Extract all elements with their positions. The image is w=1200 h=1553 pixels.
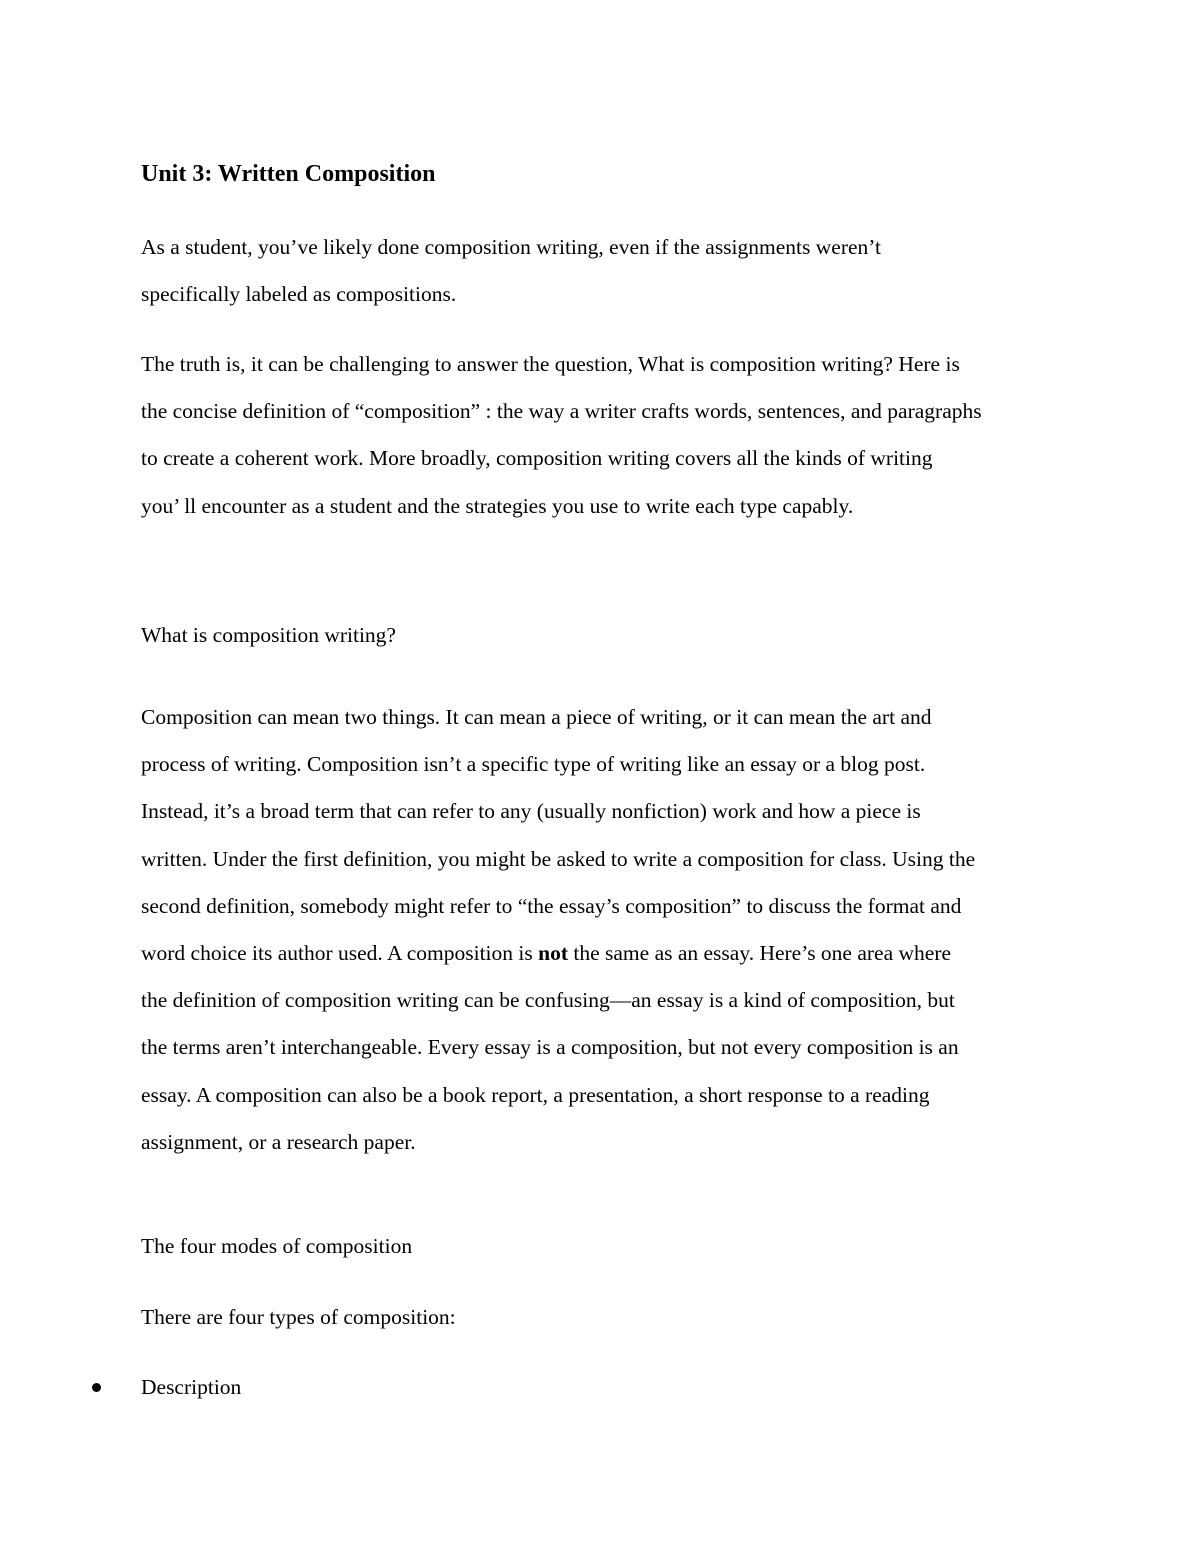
text-line: Instead, it’s a broad term that can refer to any (usually nonfiction) work and how a piece is <box>141 799 921 824</box>
text-line: The truth is, it can be challenging to answer the question, What is composition writing? Here is <box>141 352 960 376</box>
text-line: process of writing. Composition isn’t a specific type of writing like an essay or a blog post. <box>141 752 926 777</box>
section-heading-four-modes: The four modes of composition <box>141 1234 413 1258</box>
text-line-with-bold <box>141 930 1071 977</box>
composition-meaning-paragraph <box>141 694 1071 1166</box>
intro-paragraph <box>141 224 1071 318</box>
document-title: Unit 3: Written Composition <box>141 161 436 187</box>
text-line: the terms aren’t interchangeable. Every essay is a composition, but not every composition is an <box>141 1035 959 1060</box>
text-line: assignment, or a research paper. <box>141 1129 416 1154</box>
text-line: Composition can mean two things. It can mean a piece of writing, or it can mean the art and <box>141 705 932 729</box>
list-item <box>0 1364 241 1411</box>
types-intro: There are four types of composition: <box>141 1305 456 1329</box>
text-line: to create a coherent work. More broadly, composition writing covers all the kinds of writing <box>141 446 933 471</box>
text-line: specifically labeled as compositions. <box>141 282 457 307</box>
composition-types-list <box>0 1364 241 1411</box>
text-segment: word choice its author used. A composition is <box>141 941 539 966</box>
text-line: second definition, somebody might refer to “the essay’s composition” to discuss the format and <box>141 893 962 918</box>
text-line: you’ ll encounter as a student and the strategies you use to write each type capably. <box>141 493 854 518</box>
text-line: written. Under the first definition, you might be asked to write a composition for class. Using the <box>141 846 976 871</box>
text-segment: the same as an essay. Here’s one area where <box>568 941 952 966</box>
text-line: the definition of composition writing can be confusing—an essay is a kind of composition, but <box>141 988 955 1013</box>
section-heading-what-is-composition: What is composition writing? <box>141 623 396 647</box>
list-item-label: Description <box>141 1375 242 1399</box>
text-line: essay. A composition can also be a book report, a presentation, a short response to a reading <box>141 1082 930 1107</box>
bullet-icon <box>92 1383 101 1392</box>
text-line: the concise definition of “composition” : the way a writer crafts words, sentences, and paragraphs <box>141 399 982 424</box>
bold-emphasis: not <box>538 941 568 966</box>
definition-paragraph <box>141 341 1071 530</box>
text-line: As a student, you’ve likely done composition writing, even if the assignments weren’t <box>141 235 882 259</box>
